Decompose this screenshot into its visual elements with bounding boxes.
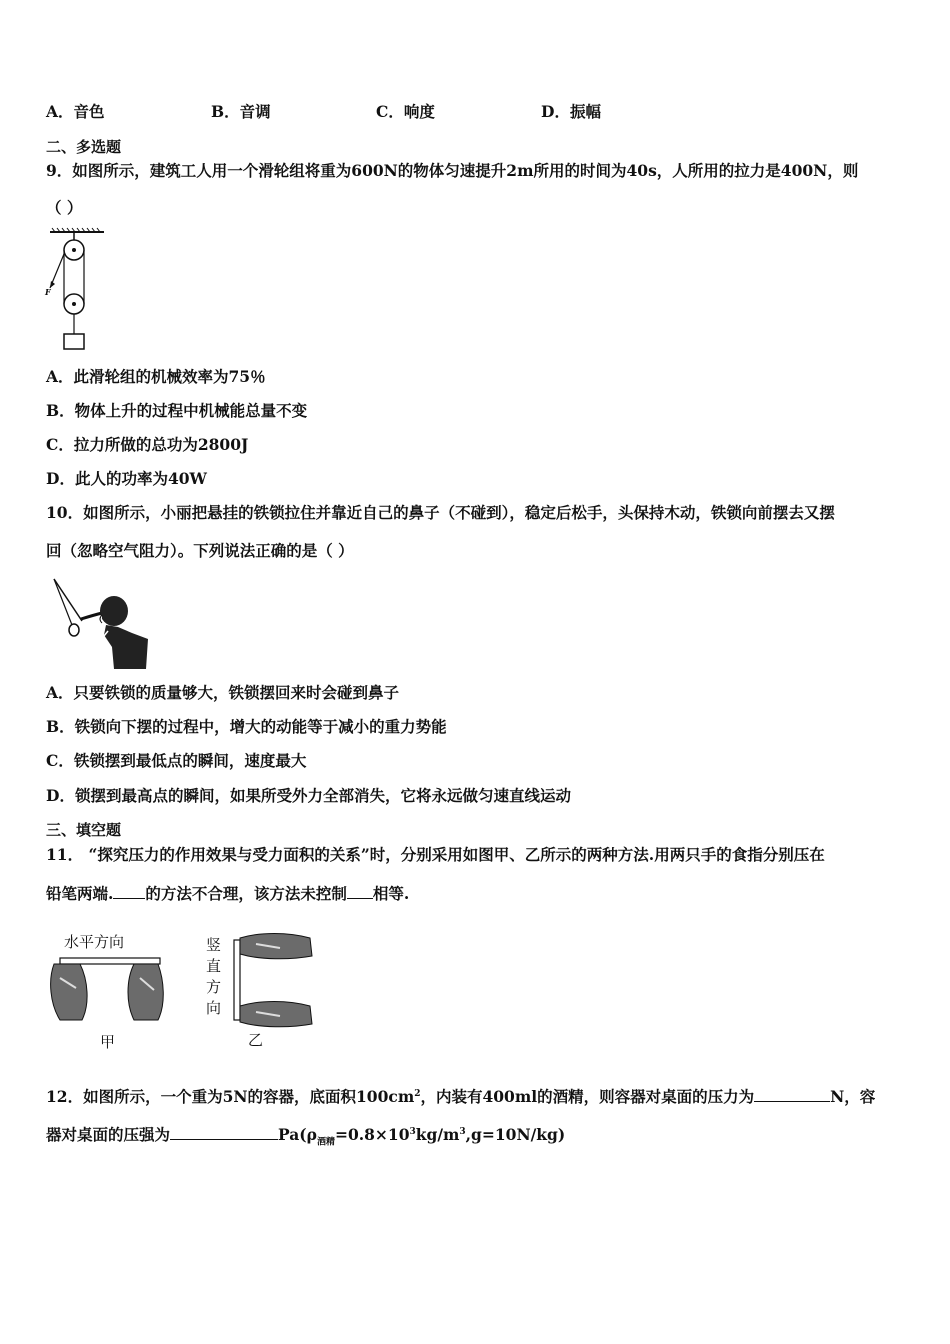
q9-option-d: D．此人的功率为40W — [46, 469, 207, 488]
q10-option-d: D．锁摆到最高点的瞬间，如果所受外力全部消失，它将永远做匀速直线运动 — [46, 786, 571, 805]
pencil-horizontal-figure — [46, 928, 196, 1053]
q10-stem: 10．如图所示，小丽把悬挂的铁锁拉住并靠近自己的鼻子（不碰到），稳定后松手，头保持木动，铁锁向前摆去又摆 — [46, 503, 835, 522]
q10-option-a: A．只要铁锁的质量够大，铁锁摆回来时会碰到鼻子 — [46, 683, 400, 702]
q11-blank-2[interactable] — [347, 882, 373, 899]
figure-yi-label: 乙 — [248, 1031, 264, 1049]
q10-stem-line2: 回（忽略空气阻力）。下列说法正确的是（ ） — [46, 541, 354, 560]
q9-stem: 9．如图所示，建筑工人用一个滑轮组将重为600N的物体匀速提升2m所用的时间为40s，人所用的拉力是400N，则 — [46, 161, 859, 180]
q11-stem: 11． “探究压力的作用效果与受力面积的关系”时，分别采用如图甲、乙所示的两种方法.用两只手的食指分别压在 — [46, 845, 825, 864]
figure-jia-label: 甲 — [100, 1033, 116, 1051]
q8-option-b: B．音调 — [211, 102, 271, 121]
q8-option-d: D．振幅 — [541, 102, 601, 121]
section-title-fill-in: 三、填空题 — [46, 821, 122, 839]
vertical-caption-char-1: 竖 — [206, 936, 222, 954]
q9-option-c: C．拉力所做的总功为2800J — [46, 435, 249, 454]
vertical-caption-char-2: 直 — [206, 957, 222, 975]
q9-option-a: A．此滑轮组的机械效率为75％ — [46, 367, 266, 386]
q11-stem-line2: 铅笔两端. 的方法不合理，该方法未控制 相等. — [46, 884, 410, 903]
q8-option-a: A．音色 — [46, 102, 105, 121]
q9-option-b: B．物体上升的过程中机械能总量不变 — [46, 401, 308, 420]
vertical-caption-char-3: 方 — [206, 978, 222, 996]
q12-blank-force[interactable] — [754, 1085, 830, 1102]
pencil-vertical-figure — [200, 930, 325, 1053]
q8-option-c: C．响度 — [376, 102, 435, 121]
q11-blank-1[interactable] — [113, 882, 145, 899]
q12-stem-line2: 器对桌面的压强为 $Pa(\rho_{酒精}=0.8\times 10^3kg/m^3,g=10N/kg)$ — [46, 1125, 566, 1148]
q12-stem: 12．如图所示，一个重为5N的容器，底面积$100cm^2$，内装有400ml的酒精，则容器对桌面的压力为 N，容 — [46, 1087, 876, 1107]
vertical-caption-char-4: 向 — [206, 999, 222, 1017]
section-title-multiple-choice: 二、多选题 — [46, 138, 122, 156]
q10-option-c: C．铁锁摆到最低点的瞬间，速度最大 — [46, 751, 307, 770]
q10-option-b: B．铁锁向下摆的过程中，增大的动能等于减小的重力势能 — [46, 717, 447, 736]
q9-stem-bracket: （ ） — [46, 198, 83, 217]
q12-blank-pressure[interactable] — [170, 1123, 278, 1140]
pendulum-girl-figure — [46, 575, 156, 670]
horizontal-direction-caption: 水平方向 — [64, 933, 125, 951]
force-label: F — [45, 287, 51, 297]
pulley-figure — [42, 226, 112, 354]
